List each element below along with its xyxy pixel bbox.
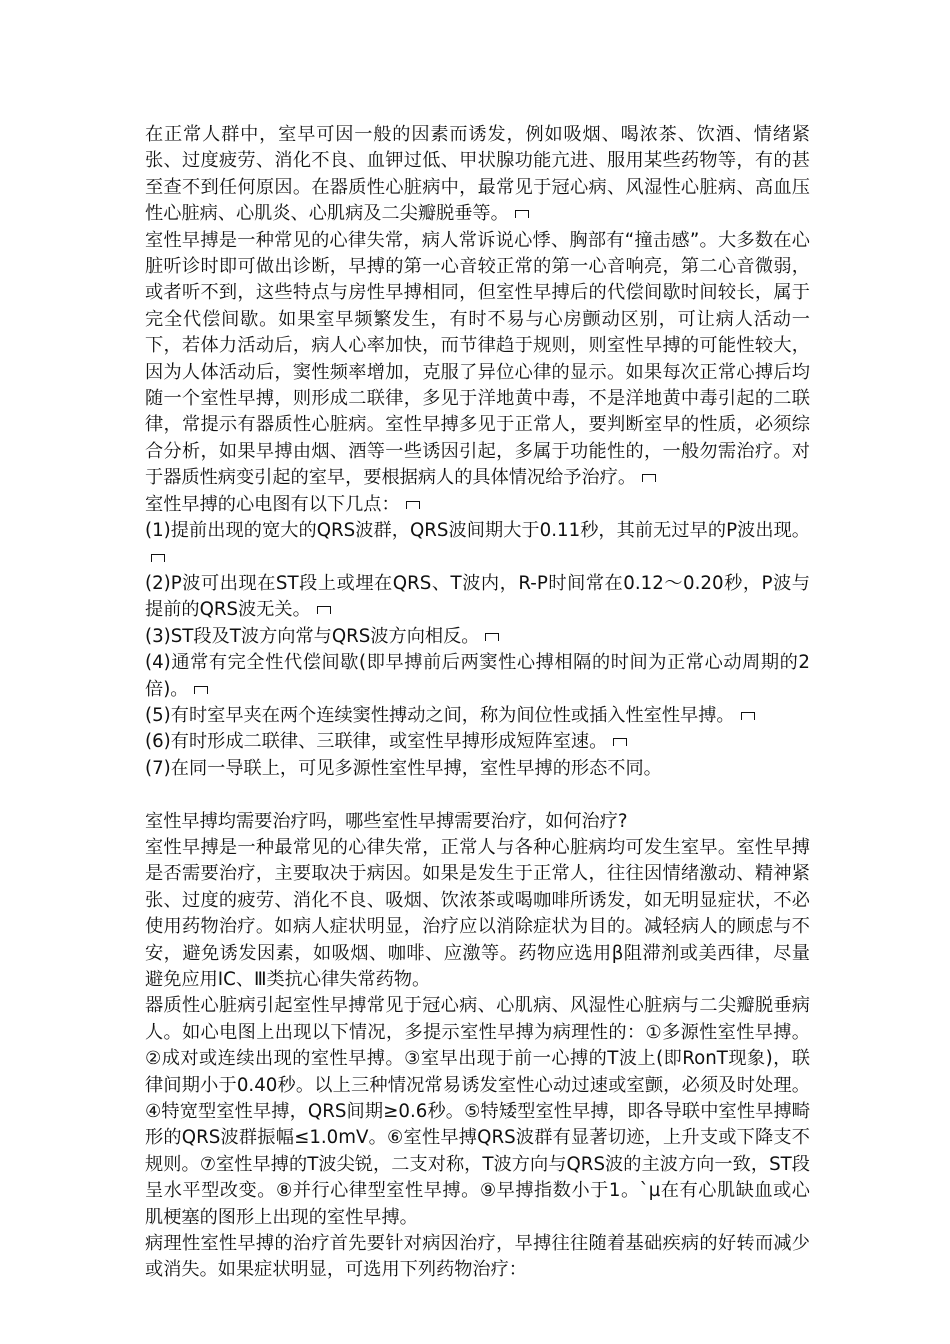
- paragraph-text: 室性早搏的心电图有以下几点：: [145, 493, 400, 515]
- paragraph-text: (3)ST段及T波方向常与QRS波方向相反。: [145, 625, 480, 647]
- paragraph-pathologic-treatment: [145, 1231, 810, 1284]
- paragraph-causes: [145, 122, 810, 228]
- list-item-1: [145, 518, 810, 571]
- section-question: [145, 809, 810, 835]
- paragraph-symptoms: [145, 228, 810, 492]
- paragraph-text: 室性早搏均需要治疗吗，哪些室性早搏需要治疗，如何治疗?: [145, 810, 628, 832]
- list-item-2: [145, 571, 810, 624]
- paragraph-mark-icon: [315, 604, 333, 616]
- paragraph-text: (1)提前出现的宽大的QRS波群，QRS波间期大于0.11秒，其前无过早的P波出现。: [145, 520, 810, 542]
- paragraph-mark-icon: [611, 736, 629, 748]
- document-body: [145, 122, 810, 1284]
- list-item-5: [145, 703, 810, 729]
- paragraph-mark-icon: [192, 684, 210, 696]
- paragraph-text: 室性早搏是一种最常见的心律失常，正常人与各种心脏病均可发生室早。室性早搏是否需要治疗，主要取决于病因。如果是发生于正常人，往往因情绪激动、精神紧张、过度的疲劳、消化不良、吸烟、饮浓茶或喝咖啡所诱发，如无明显症状，不必使用药物治疗。如病人症状明显，治疗应以消除症状为目的。减轻病人的顾虑与不安，避免诱发因素，如吸烟、咖啡、应激等。药物应选用β阻滞剂或美西律，尽量避免应用ⅠC、Ⅲ类抗心律失常药物。: [145, 836, 810, 990]
- paragraph-text: 室性早搏是一种常见的心律失常，病人常诉说心悸、胸部有“撞击感”。大多数在心脏听诊时即可做出诊断，早搏的第一心音较正常的第一心音响亮，第二心音微弱，或者听不到，这些特点与房性早搏相同，但室性早搏后的代偿间歇时间较长，属于完全代偿间歇。如果室早频繁发生，有时不易与心房颤动区别，可让病人活动一下，若体力活动后，病人心率加快，而节律趋于规则，则室性早搏的可能性较大，因为人体活动后，窦性频率增加，克服了异位心律的显示。如果每次正常心搏后均随一个室性早搏，则形成二联律，多见于洋地黄中毒，不是洋地黄中毒引起的二联律，常提示有器质性心脏病。室性早搏多见于正常人，要判断室早的性质，必须综合分析，如果早搏由烟、酒等一些诱因引起，多属于功能性的，一般勿需治疗。对于器质性病变引起的室早，要根据病人的具体情况给予治疗。: [145, 229, 810, 489]
- paragraph-text: (2)P波可出现在ST段上或埋在QRS、T波内，R-P时间常在0.12～0.20秒，P波与提前的QRS波无关。: [145, 572, 810, 621]
- paragraph-pathologic-signs: [145, 993, 810, 1231]
- list-item-7: [145, 756, 810, 782]
- paragraph-text: (5)有时室早夹在两个连续窦性搏动之间，称为间位性或插入性室性早搏。: [145, 704, 735, 726]
- paragraph-mark-icon: [483, 631, 501, 643]
- list-item-4: [145, 650, 810, 703]
- paragraph-text: (4)通常有完全性代偿间歇(即早搏前后两窦性心搏相隔的时间为正常心动周期的2倍)。: [145, 652, 810, 700]
- paragraph-mark-icon: [513, 208, 531, 220]
- paragraph-text: (7)在同一导联上，可见多源性室性早搏，室性早搏的形态不同。: [145, 757, 662, 779]
- paragraph-mark-icon: [404, 499, 422, 511]
- paragraph-mark-icon: [640, 472, 658, 484]
- paragraph-mark-icon: [149, 552, 167, 564]
- paragraph-text: 在正常人群中，室早可因一般的因素而诱发，例如吸烟、喝浓茶、饮酒、情绪紧张、过度疲劳、消化不良、血钾过低、甲状腺功能亢进、服用某些药物等，有的甚至查不到任何原因。在器质性心脏病中，最常见于冠心病、风湿性心脏病、高血压性心脏病、心肌炎、心肌病及二尖瓣脱垂等。: [145, 124, 810, 225]
- paragraph-text: 器质性心脏病引起室性早搏常见于冠心病、心肌病、风湿性心脏病与二尖瓣脱垂病人。如心电图上出现以下情况，多提示室性早搏为病理性的：①多源性室性早搏。②成对或连续出现的室性早搏。③室早出现于前一心搏的T波上(即RonT现象)，联律间期小于0.40秒。以上三种情况常易诱发室性心动过速或室颤，必须及时处理。④特宽型室性早搏，QRS间期≥0.6秒。⑤特矮型室性早搏，即各导联中室性早搏畸形的QRS波群振幅≤1.0mV。⑥室性早搏QRS波群有显著切迹，上升支或下降支不规则。⑦室性早搏的T波尖锐，二支对称，T波方向与QRS波的主波方向一致，ST段呈水平型改变。⑧并行心律型室性早搏。⑨早搏指数小于1。`µ在有心肌缺血或心肌梗塞的图形上出现的室性早搏。: [145, 995, 810, 1228]
- list-item-3: [145, 624, 810, 650]
- paragraph-mark-icon: [739, 710, 757, 722]
- list-item-6: [145, 729, 810, 755]
- paragraph-ecg-intro: [145, 492, 810, 518]
- paragraph-text: (6)有时形成二联律、三联律，或室性早搏形成短阵室速。: [145, 731, 608, 753]
- paragraph-treatment-normal: [145, 835, 810, 993]
- paragraph-text: 病理性室性早搏的治疗首先要针对病因治疗，早搏往往随着基础疾病的好转而减少或消失。如果症状明显，可选用下列药物治疗：: [145, 1233, 810, 1281]
- blank-line: [145, 782, 810, 808]
